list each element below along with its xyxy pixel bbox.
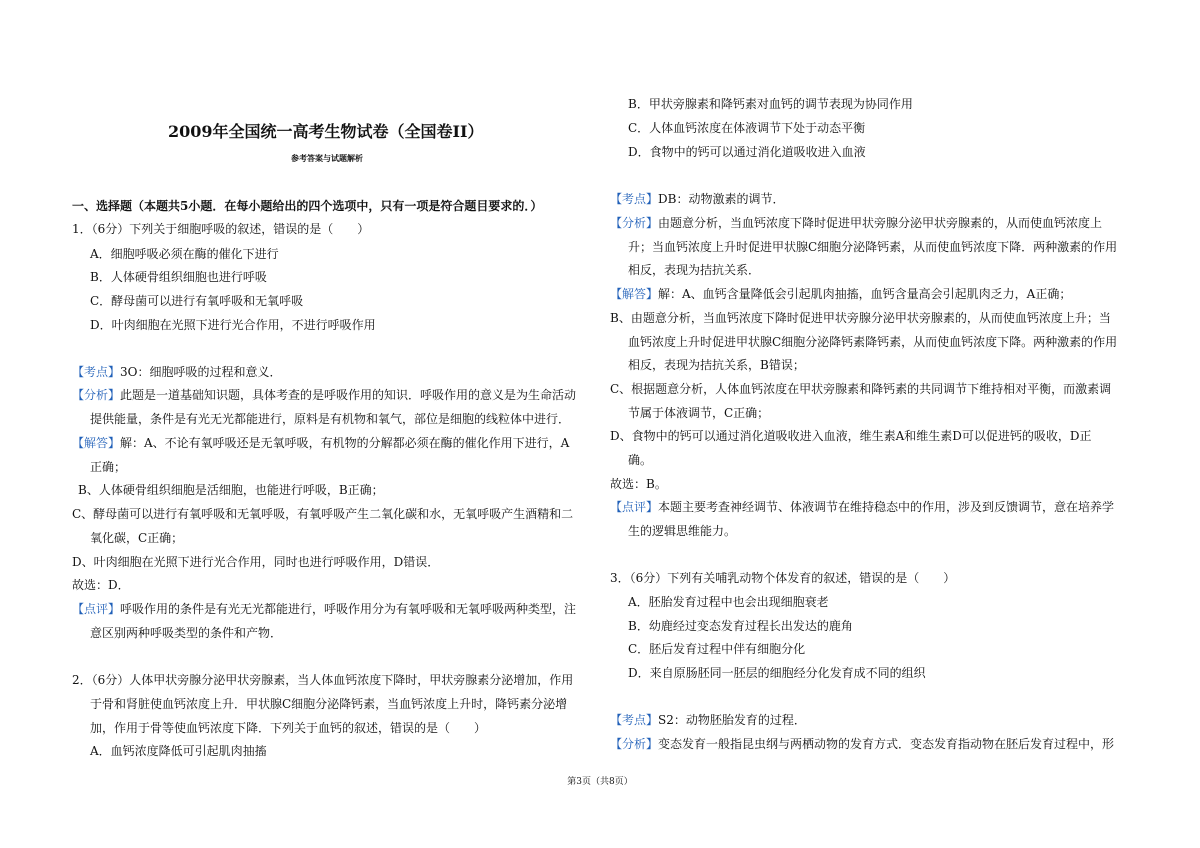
q2-fenxi-text-3: 相反，表现为拮抗关系． <box>628 263 761 277</box>
page-footer: 第3页（共8页） <box>567 777 633 787</box>
q2-stem-3: 加，作用于骨等使血钙浓度下降．下列关于血钙的叙述，错误的是（ ） <box>90 721 487 735</box>
q1-option-a: A．细胞呼吸必须在酶的催化下进行 <box>90 247 279 261</box>
q3-kaodian-text: S2：动物胚胎发育的过程． <box>658 713 806 727</box>
q1-jieda <box>72 435 569 451</box>
fenxi-tag: 【分析】 <box>610 216 659 230</box>
q2-dianping <box>610 499 1114 515</box>
q2-kaodian-text: DB：动物激素的调节． <box>658 192 785 206</box>
kaodian-tag: 【考点】 <box>610 713 659 727</box>
q1-stem: 1．（6分）下列关于细胞呼吸的叙述，错误的是（ ） <box>72 222 370 236</box>
q2-fenxi-text-2: 升；当血钙浓度上升时促进甲状腺C细胞分泌降钙素，从而使血钙浓度下降．两种激素的作用 <box>628 240 1118 254</box>
q1-kaodian-text: 3O：细胞呼吸的过程和意义． <box>120 365 282 379</box>
q1-option-d: D．叶肉细胞在光照下进行光合作用，不进行呼吸作用 <box>90 318 376 332</box>
fenxi-tag: 【分析】 <box>610 737 659 751</box>
q2-kaodian <box>610 191 784 207</box>
q1-dianping <box>72 601 576 617</box>
q1-dianping-text-2: 意区别两种呼吸类型的条件和产物． <box>90 626 283 640</box>
q2-fenxi <box>610 215 1102 231</box>
q3-fenxi <box>610 736 1114 752</box>
kaodian-tag: 【考点】 <box>610 192 659 206</box>
q2-option-c: C．人体血钙浓度在体液调节下处于动态平衡 <box>628 121 866 135</box>
section-heading: 一、选择题（本题共5小题．在每小题给出的四个选项中，只有一项是符合题目要求的．） <box>72 199 543 213</box>
q2-c-line-1: C、根据题意分析，人体血钙浓度在甲状旁腺素和降钙素的共同调节下维持相对平衡，而激素调 <box>610 382 1112 396</box>
q2-jieda-text-1: 解：A、血钙含量降低会引起肌肉抽搐，血钙含量高会引起肌肉乏力，A正确； <box>658 287 1072 301</box>
q2-stem-1: 2．（6分）人体甲状旁腺分泌甲状旁腺素，当人体血钙浓度下降时，甲状旁腺素分泌增加，作用 <box>72 673 574 687</box>
q2-answer: 故选：B。 <box>610 477 667 491</box>
q2-dianping-text-2: 生的逻辑思维能力。 <box>628 524 737 538</box>
q2-fenxi-text-1: 由题意分析，当血钙浓度下降时促进甲状旁腺分泌甲状旁腺素的，从而使血钙浓度上 <box>658 216 1103 230</box>
page-subtitle: 参考答案与试题解析 <box>291 153 363 163</box>
q1-b-line: B、人体硬骨组织细胞是活细胞，也能进行呼吸，B正确； <box>78 483 384 497</box>
kaodian-tag: 【考点】 <box>72 365 121 379</box>
q1-fenxi <box>72 387 576 403</box>
q1-fenxi-text-1: 此题是一道基础知识题，具体考查的是呼吸作用的知识．呼吸作用的意义是为生命活动 <box>120 388 577 402</box>
q1-d-line: D、叶肉细胞在光照下进行光合作用，同时也进行呼吸作用，D错误． <box>72 555 440 569</box>
q1-option-c: C．酵母菌可以进行有氧呼吸和无氧呼吸 <box>90 294 304 308</box>
q1-c-line-1: C、酵母菌可以进行有氧呼吸和无氧呼吸，有氧呼吸产生二氧化碳和水，无氧呼吸产生酒精和二 <box>72 507 574 521</box>
q3-option-b: B．幼鹿经过变态发育过程长出发达的鹿角 <box>628 619 853 633</box>
q3-option-d: D．来自原肠胚同一胚层的细胞经分化发育成不同的组织 <box>628 666 926 680</box>
q1-fenxi-text-2: 提供能量，条件是有光无光都能进行，原料是有机物和氧气，部位是细胞的线粒体中进行． <box>90 412 571 426</box>
q3-kaodian <box>610 712 806 728</box>
dianping-tag: 【点评】 <box>72 602 121 616</box>
q2-option-b: B．甲状旁腺素和降钙素对血钙的调节表现为协同作用 <box>628 97 913 111</box>
q1-jieda-text-2: 正确； <box>90 460 127 474</box>
q2-d-line-1: D、食物中的钙可以通过消化道吸收进入血液，维生素A和维生素D可以促进钙的吸收，D正 <box>610 429 1092 443</box>
q3-fenxi-text-1: 变态发育一般指昆虫纲与两栖动物的发育方式．变态发育指动物在胚后发育过程中，形 <box>658 737 1115 751</box>
q1-dianping-text-1: 呼吸作用的条件是有光无光都能进行，呼吸作用分为有氧呼吸和无氧呼吸两种类型，注 <box>120 602 577 616</box>
q2-b-line-2: 血钙浓度上升时促进甲状腺C细胞分泌降钙素降钙素，从而使血钙浓度下降。两种激素的作用 <box>628 335 1118 349</box>
q2-b-line-1: B、由题意分析，当血钙浓度下降时促进甲状旁腺分泌甲状旁腺素的，从而使血钙浓度上升；当 <box>610 311 1111 325</box>
q3-option-a: A．胚胎发育过程中也会出现细胞衰老 <box>628 595 829 609</box>
q1-jieda-text-1: 解：A、不论有氧呼吸还是无氧呼吸，有机物的分解都必须在酶的催化作用下进行，A <box>120 436 570 450</box>
q2-stem-2: 于骨和肾脏使血钙浓度上升．甲状腺C细胞分泌降钙素，当血钙浓度上升时，降钙素分泌增 <box>90 697 568 711</box>
q3-stem: 3．（6分）下列有关哺乳动物个体发育的叙述，错误的是（ ） <box>610 571 956 585</box>
q2-option-d: D．食物中的钙可以通过消化道吸收进入血液 <box>628 145 866 159</box>
jieda-tag: 【解答】 <box>610 287 659 301</box>
q1-c-line-2: 氧化碳，C正确； <box>90 531 184 545</box>
q1-answer: 故选：D． <box>72 578 130 592</box>
jieda-tag: 【解答】 <box>72 436 121 450</box>
q2-d-line-2: 确。 <box>628 453 653 467</box>
q1-kaodian <box>72 364 282 380</box>
q2-b-line-3: 相反，表现为拮抗关系，B错误； <box>628 358 805 372</box>
q2-jieda <box>610 286 1071 302</box>
q3-option-c: C．胚后发育过程中伴有细胞分化 <box>628 642 806 656</box>
q1-option-b: B．人体硬骨组织细胞也进行呼吸 <box>90 270 267 284</box>
dianping-tag: 【点评】 <box>610 500 659 514</box>
q2-option-a: A．血钙浓度降低可引起肌肉抽搐 <box>90 744 267 758</box>
q2-dianping-text-1: 本题主要考查神经调节、体液调节在维持稳态中的作用，涉及到反馈调节，意在培养学 <box>658 500 1115 514</box>
page-title: 2009年全国统一高考生物试卷（全国卷II） <box>168 122 484 141</box>
fenxi-tag: 【分析】 <box>72 388 121 402</box>
q2-c-line-2: 节属于体液调节，C正确； <box>628 406 770 420</box>
